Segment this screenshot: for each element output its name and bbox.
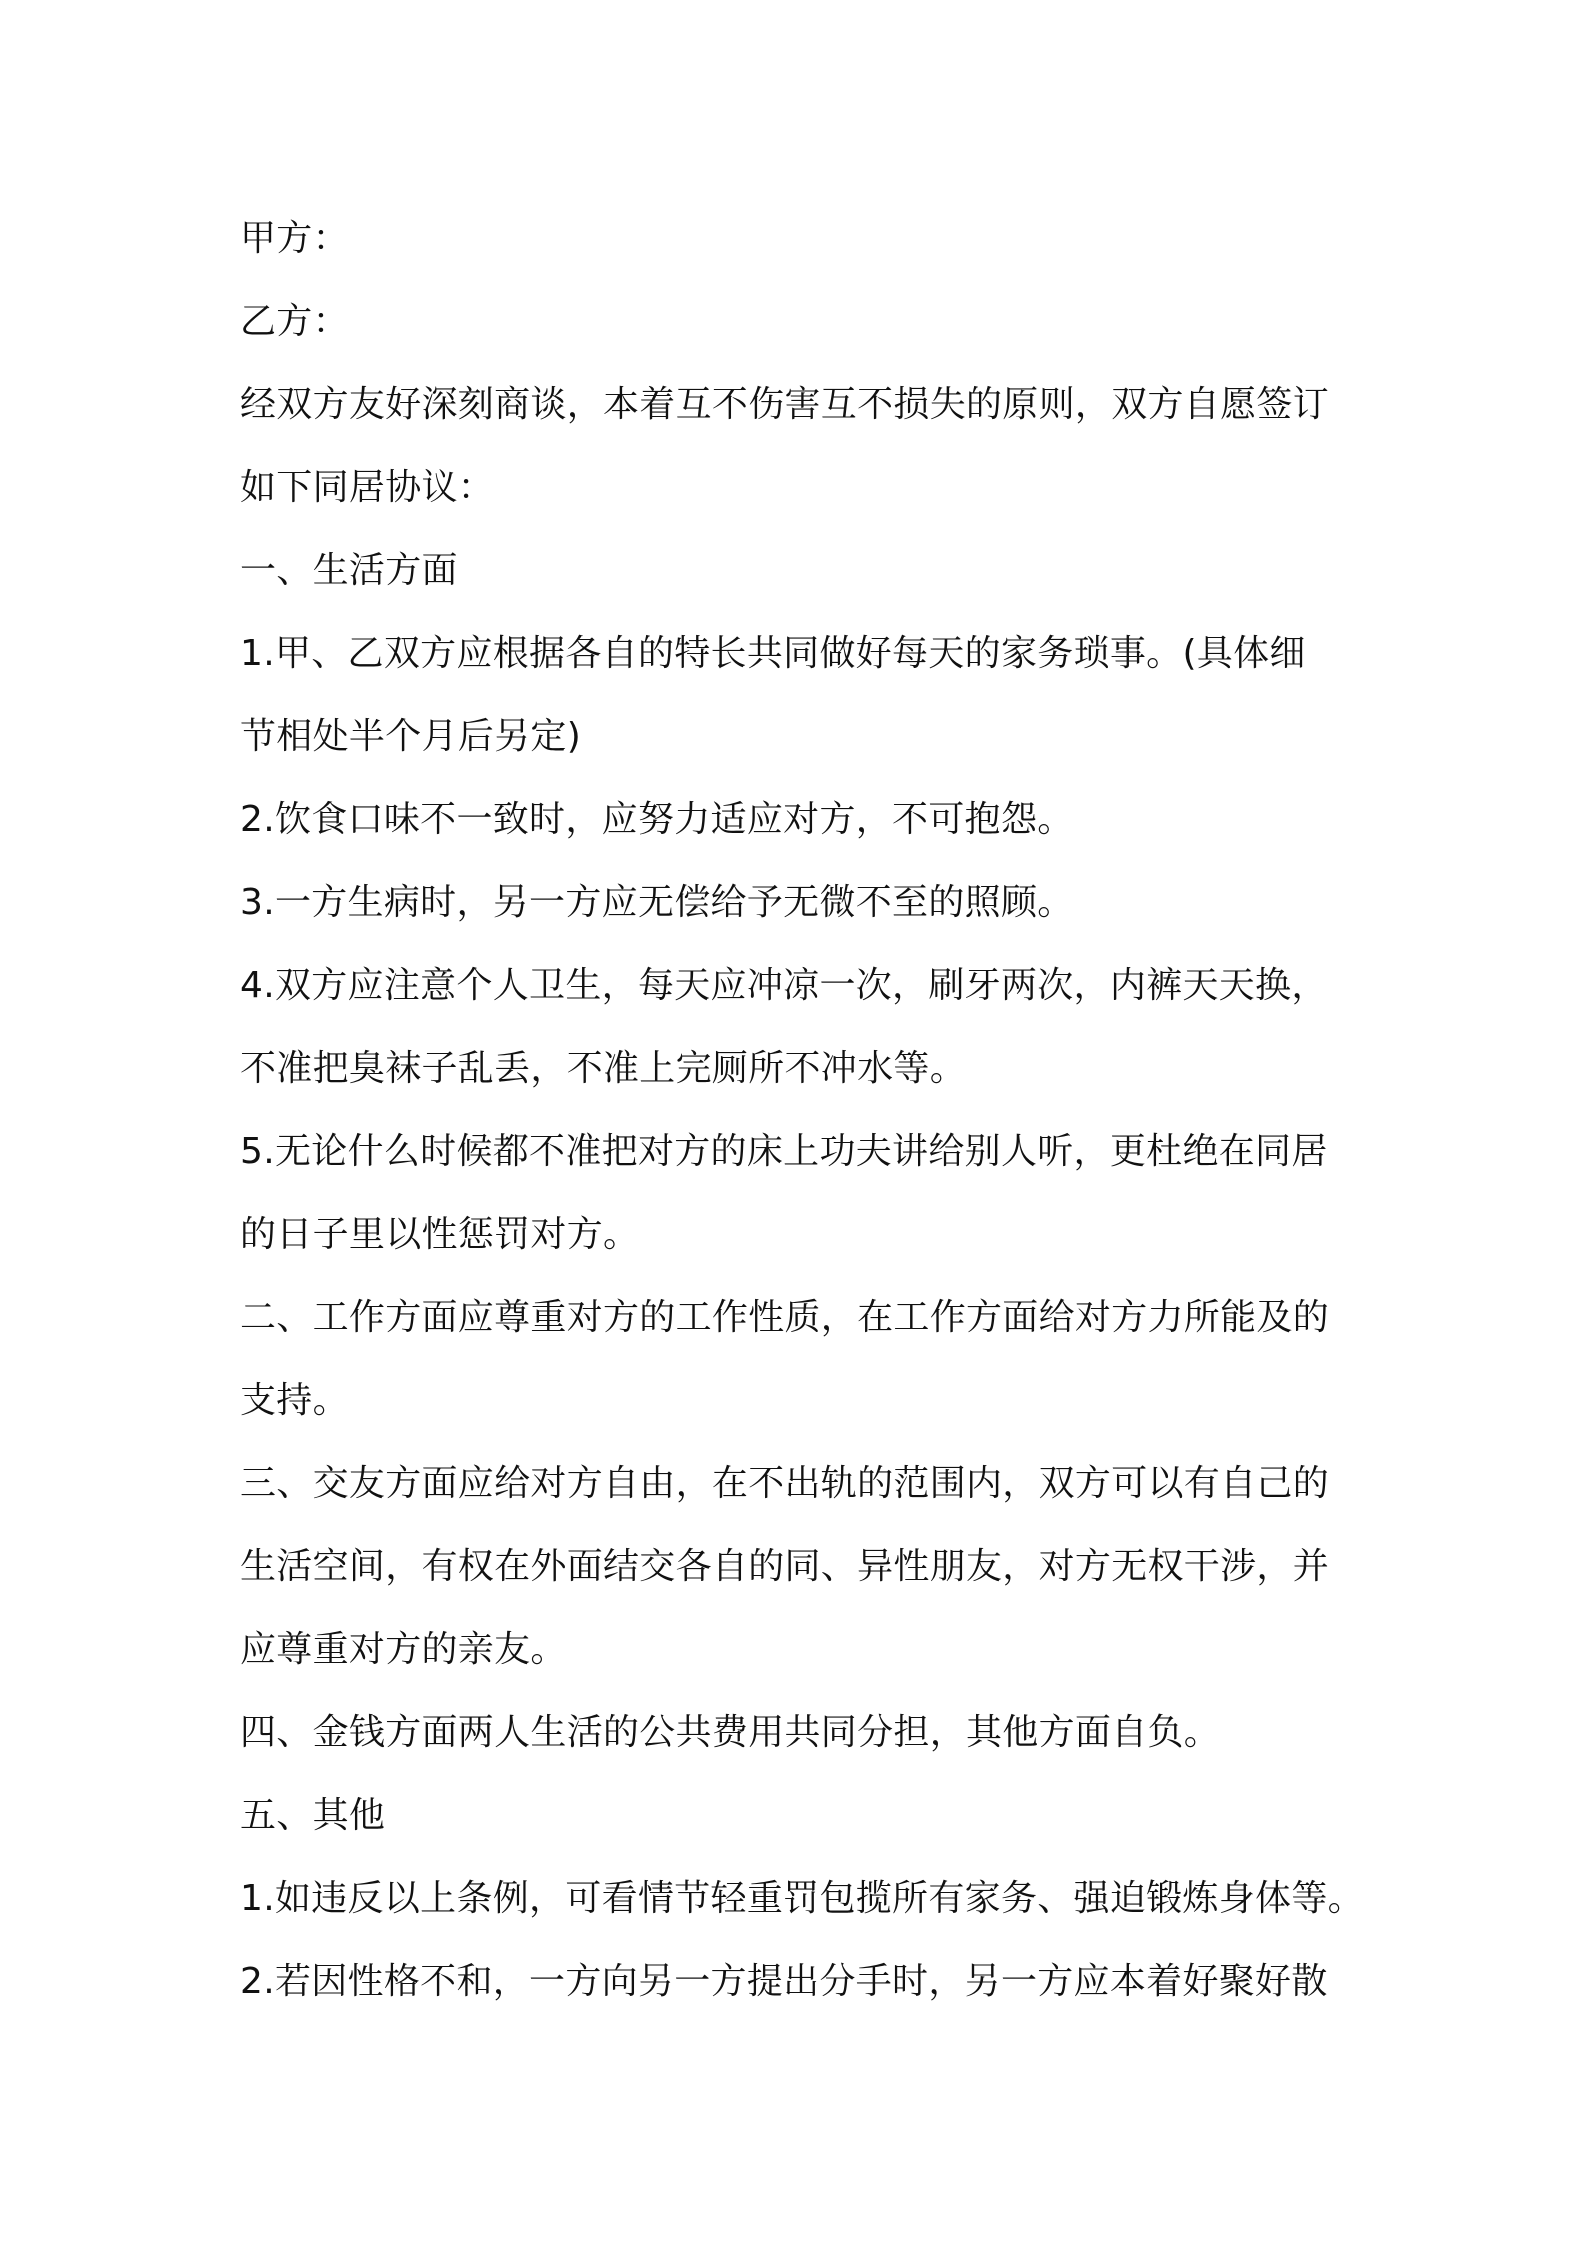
clause-1-3: 3.一方生病时，另一方应无偿给予无微不至的照顾。 [240, 882, 1074, 923]
clause-5-2-line-1: 2.若因性格不和，一方向另一方提出分手时，另一方应本着好聚好散 [240, 1961, 1328, 2002]
clause-1-5-line-1: 5.无论什么时候都不准把对方的床上功夫讲给别人听，更杜绝在同居 [240, 1131, 1328, 1172]
intro-line-2: 如下同居协议： [240, 467, 495, 508]
section-2-line-1: 二、工作方面应尊重对方的工作性质，在工作方面给对方力所能及的 [240, 1297, 1330, 1338]
section-3-line-2: 生活空间，有权在外面结交各自的同、异性朋友，对方无权干涉，并 [240, 1546, 1330, 1587]
section-3-line-1: 三、交友方面应给对方自由，在不出轨的范围内，双方可以有自己的 [240, 1463, 1330, 1504]
clause-1-1-line-2: 节相处半个月后另定) [240, 716, 582, 757]
clause-1-1-line-1: 1.甲、乙双方应根据各自的特长共同做好每天的家务琐事。(具体细 [240, 633, 1306, 674]
clause-1-4-line-2: 不准把臭袜子乱丢，不准上完厕所不冲水等。 [240, 1048, 967, 1089]
section-4: 四、金钱方面两人生活的公共费用共同分担，其他方面自负。 [240, 1712, 1221, 1753]
section-2-line-2: 支持。 [240, 1380, 349, 1421]
intro-line-1: 经双方友好深刻商谈，本着互不伤害互不损失的原则，双方自愿签订 [240, 384, 1330, 425]
section-3-line-3: 应尊重对方的亲友。 [240, 1629, 567, 1670]
clause-1-5-line-2: 的日子里以性惩罚对方。 [240, 1214, 640, 1255]
party-b-line: 乙方： [240, 301, 349, 342]
clause-5-1: 1.如违反以上条例，可看情节轻重罚包揽所有家务、强迫锻炼身体等。 [240, 1878, 1364, 1919]
section-1-heading: 一、生活方面 [240, 550, 458, 591]
clause-1-4-line-1: 4.双方应注意个人卫生，每天应冲凉一次，刷牙两次，内裤天天换， [240, 965, 1328, 1006]
clause-1-2: 2.饮食口味不一致时，应努力适应对方，不可抱怨。 [240, 799, 1074, 840]
section-5-heading: 五、其他 [240, 1795, 386, 1836]
party-a-line: 甲方： [240, 218, 349, 259]
document-body [240, 197, 1364, 2023]
